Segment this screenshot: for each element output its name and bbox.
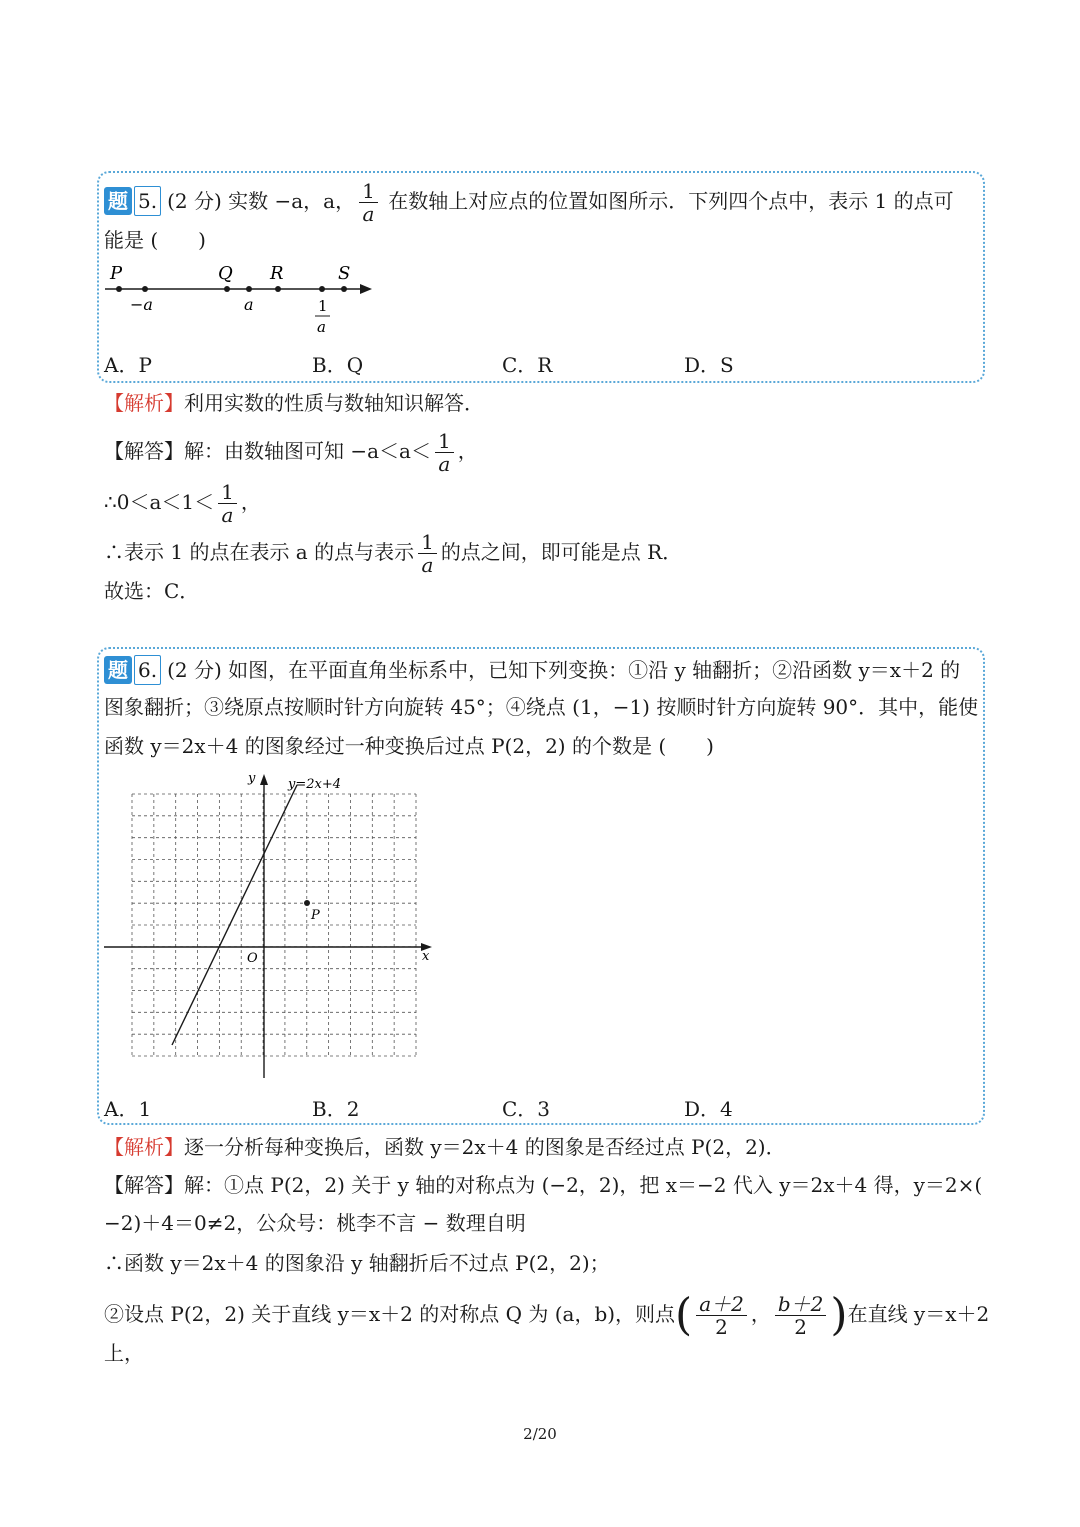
option-D[interactable]: D．4 [684, 1097, 733, 1121]
analysis-tag: 【解析】 [104, 391, 184, 415]
coordinate-graph [100, 770, 440, 1080]
q5-options [104, 349, 974, 377]
label-neg-a: −a [130, 295, 153, 314]
q6-stem-line1 [104, 655, 960, 685]
option-C[interactable]: C．R [502, 353, 553, 377]
point-S [341, 286, 347, 292]
q5-answer-text: 解：由数轴图可知 −a＜a＜ [184, 439, 431, 463]
q5-answer-line3 [104, 531, 682, 576]
y-axis-label: y [248, 771, 256, 786]
x-axis-label: x [422, 949, 430, 964]
q5-stem-line1 [104, 180, 954, 225]
q5-answer-line2 [104, 481, 261, 526]
origin-label: O [247, 951, 258, 966]
analysis-text: 利用实数的性质与数轴知识解答． [184, 391, 484, 415]
punct: ， [457, 439, 478, 463]
q5-stem-text-a: (2 分) 实数 −a，a， [167, 189, 356, 213]
option-A[interactable]: A．P [104, 353, 152, 377]
q5-answer-line1 [104, 430, 478, 475]
question-tag: 题 [104, 656, 132, 684]
fraction-1-over-a: $\frac{1}{a}$ [359, 180, 378, 225]
q6-stem-line3: 函数 y＝2x＋4 的图象经过一种变换后过点 P(2，2) 的个数是 ( ) [104, 734, 714, 758]
q5-answer-line4: 故选：C． [104, 579, 200, 603]
q6-answer-line1 [104, 1171, 982, 1199]
label-1-over-a-den: a [317, 318, 326, 336]
q5-stem-text-b: 在数轴上对应点的位置如图所示．下列四个点中，表示 1 的点可 [381, 189, 954, 213]
q6-answer-line4 [104, 1289, 990, 1341]
option-B[interactable]: B．2 [312, 1097, 360, 1121]
option-B[interactable]: B．Q [312, 353, 364, 377]
q6-answer-line3: ∴函数 y＝2x＋4 的图象沿 y 轴翻折后不过点 P(2，2)； [104, 1251, 610, 1275]
q6-answer-text: 解：①点 P(2，2) 关于 y 轴的对称点为 (−2，2)，把 x＝−2 代入 y＝2x＋4 得，y＝2×( [184, 1173, 983, 1197]
q6-answer-text: ②设点 P(2，2) 关于直线 y＝x＋2 的对称点 Q 为 (a，b)，则点 [104, 1302, 676, 1326]
line-y-2x-4 [172, 785, 297, 1045]
page-number: 2/20 [523, 1425, 557, 1443]
point-P [116, 286, 122, 292]
label-a: a [244, 295, 254, 314]
label-P: P [110, 263, 123, 284]
analysis-tag: 【解析】 [104, 1135, 184, 1159]
point-neg-a [142, 286, 148, 292]
question-tag: 题 [104, 187, 132, 215]
label-R: R [270, 263, 284, 284]
label-S: S [338, 263, 351, 284]
paren-close: ) [830, 1289, 848, 1341]
q6-stem-text: (2 分) 如图，在平面直角坐标系中，已知下列变换：①沿 y 轴翻折；②沿函数 y＝x＋2 的 [167, 658, 961, 682]
q5-answer-text: ∴0＜a＜1＜ [104, 490, 215, 514]
q6-answer-text: 在直线 y＝x＋2 [847, 1302, 990, 1326]
fraction: $\frac{a+2}{2}$ [696, 1293, 747, 1338]
q6-answer-line2: −2)＋4＝0≠2，公众号：桃李不言 − 数理自明 [104, 1211, 526, 1235]
analysis-text: 逐一分析每种变换后，函数 y＝2x＋4 的图象是否经过点 P(2，2)． [184, 1135, 786, 1159]
q6-stem-line2: 图象翻折；③绕原点按顺时针方向旋转 45°；④绕点 (1，−1) 按顺时针方向旋转 90°．其中，能使 [104, 695, 979, 719]
q6-analysis [104, 1133, 786, 1161]
option-C[interactable]: C．3 [502, 1097, 551, 1121]
q5-analysis [104, 389, 484, 417]
option-A[interactable]: A．1 [104, 1097, 152, 1121]
point-P-label: P [311, 908, 320, 923]
point-Q [224, 286, 230, 292]
point-1-over-a [319, 286, 325, 292]
q5-answer-text: ∴表示 1 的点在表示 a 的点与表示 [104, 540, 415, 564]
label-Q: Q [218, 263, 233, 284]
paren-open: ( [675, 1289, 693, 1341]
point-P [304, 900, 310, 906]
punct: ， [750, 1302, 771, 1326]
fraction: $\frac{1}{a}$ [218, 481, 237, 526]
line-label: y=2x+4 [288, 777, 342, 792]
q5-stem-line2: 能是 ( ) [104, 228, 206, 252]
q6-options [104, 1093, 974, 1121]
fraction: $\frac{1}{a}$ [435, 430, 454, 475]
answer-tag: 【解答】 [104, 439, 184, 463]
fraction: $\frac{1}{a}$ [418, 531, 437, 576]
punct: ， [240, 490, 261, 514]
question-number: 6. [134, 655, 161, 685]
fraction: $\frac{b+2}{2}$ [775, 1293, 827, 1338]
point-a [246, 286, 252, 292]
answer-tag: 【解答】 [104, 1173, 184, 1197]
q5-answer-text: 的点之间，即可能是点 R． [440, 540, 683, 564]
option-D[interactable]: D．S [684, 353, 734, 377]
point-R [275, 286, 281, 292]
label-1-over-a-num: 1 [318, 297, 328, 315]
number-line-figure [100, 260, 390, 340]
q6-answer-line5: 上， [104, 1341, 144, 1365]
question-number: 5. [134, 186, 161, 216]
